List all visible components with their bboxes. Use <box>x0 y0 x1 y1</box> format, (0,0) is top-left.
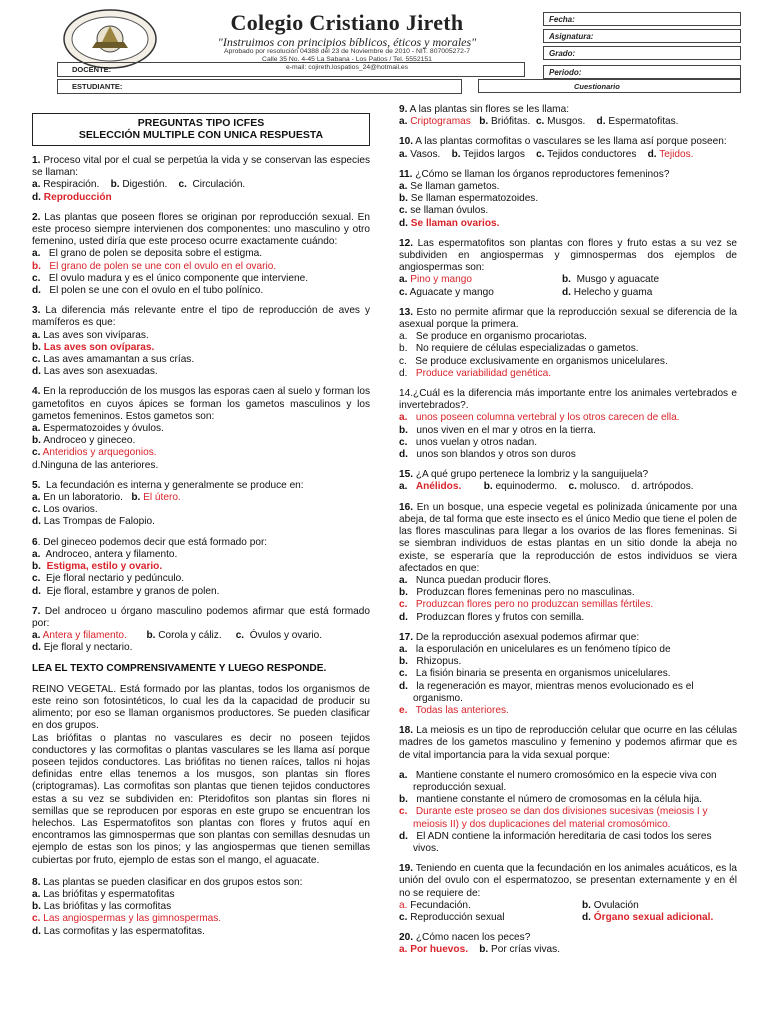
question-text: Teniendo en cuenta que la fecundación en los animales acuáticos, es la unión del ovulo con el espermatozoo, se presentan externamente y en él no se requiere de: <box>399 863 737 899</box>
option-b[interactable]: Estigma, estilo y ovario. <box>46 561 163 573</box>
exam-title <box>32 113 370 146</box>
option-d[interactable]: Órgano sexual adicional. <box>593 911 714 923</box>
school-logo <box>62 8 158 70</box>
question-text: Del androceo u órgano masculino podemos afirmar que está formado por: <box>32 605 370 629</box>
option-b[interactable]: unos viven en el mar y otros en la tierra. <box>416 424 596 436</box>
question-5: 5. La fecundación es interna y generalmente se produce en: a. En un laboratorio. b. El útero. c. Los ovarios. d. Las Trompas de Falopio. <box>32 479 304 528</box>
option-a[interactable]: Espermatozoides y óvulos. <box>43 423 164 435</box>
left-column <box>32 104 370 946</box>
option-d[interactable]: artrópodos. <box>642 481 694 493</box>
option-b[interactable]: Digestión. <box>122 179 168 191</box>
question-4: 4. En la reproducción de los musgos las esporas caen al suelo y forman los gametofitos en cuyos ápices se forman los gametos masculinos y los gametos femeninos. Estos gametos son: a. Espermatozoides y óvulos. b. Androceo y gineceo. c. Anteridios y arquegonios. d.Ninguna de las anteriores. <box>32 386 370 471</box>
reading-text <box>32 684 370 867</box>
question-text: La fecundación es interna y generalmente se produce en: <box>46 479 304 491</box>
option-c[interactable]: Durante este proseo se dan dos divisiones sucesivas (meiosis I y meiosis II) y dos duplicaciones del material cromosómico. <box>413 806 708 830</box>
option-d[interactable]: d.Ninguna de las anteriores. <box>32 459 159 471</box>
option-c[interactable]: Óvulos y ovario. <box>249 630 323 642</box>
question-text: La meiosis es un tipo de reproducción celular que ocurre en las células madres de los gametos masculino y femenino y podemos afirmar que es de vital importancia para la vida sexual porque: <box>399 725 738 761</box>
option-c[interactable]: Circulación. <box>192 179 246 191</box>
option-b[interactable]: mantiene constante el número de cromosomas en la célula hija. <box>416 794 702 806</box>
option-a[interactable]: la esporulación en unicelulares es un fenómeno típico de <box>415 643 671 655</box>
option-b[interactable]: Produzcan flores femeninas pero no masculinas. <box>416 587 635 599</box>
question-text: Las espermatofitos son plantas con flores y fruto estas a su vez se subdividen en angiospermas y gimnospermas dos ejemplos de angiospermas son: <box>399 237 737 274</box>
option-d[interactable]: Produce variabilidad genética. <box>415 367 552 379</box>
question-14: 14.¿Cuál es la diferencia más importante entre los animales vertebrados e invertebrados?. a. unos poseen columna vertebral y los otros carecen de ella. b. unos viven en el mar y otros en la tierra. c. unos vuelan y otros nadan. d. unos son blandos y otros son duros <box>399 388 737 461</box>
reading-paragraph: Las briófitas o plantas no vasculares es decir no poseen tejidos conductores y las cormofitas o plantas vasculares se les llama así porque poseen tejidos conductores. Las briófitas no tienen raíces, tallos ni hojas definidas entre ellas tenemos a los musgos, son plantas sin flores (criptogramas). Las cormofitas son plantas que tienen tejidos conductores estas a su vez se subdividen en: Pteridofitos son plantas sin flores ni semillas que se reproducen por esporas en este grupo se encuentran los helechos. Las Espermatofitos son plantas con flores y frutos aquí en encontramos las gimnospermas que son plantas con semillas desnudas un ejemplo de estas son los pinos; y las angiospermas que tienen semillas cubiertas por fruto, ejemplo de estas son el mango, el aguacate. <box>32 732 370 866</box>
option-b[interactable]: Briófitas. <box>491 116 531 128</box>
option-a[interactable]: Se llaman gametos. <box>410 181 500 193</box>
question-7: 7. Del androceo u órgano masculino podemos afirmar que está formado por: a. Antera y filamento. b. Corola y cáliz. c. Óvulos y ovario. d. Eje floral y nectario. <box>32 605 370 654</box>
right-column <box>399 104 737 965</box>
option-a[interactable]: Nunca puedan producir flores. <box>415 574 552 586</box>
option-a[interactable]: unos poseen columna vertebral y los otros carecen de ella. <box>415 412 680 424</box>
option-b[interactable]: No requiere de células especializadas o gametos. <box>415 343 639 355</box>
question-text: ¿Cómo nacen los peces? <box>415 932 531 944</box>
option-d[interactable]: El polen se une con el ovulo en el tubo polínico. <box>49 285 264 297</box>
option-c[interactable]: unos vuelan y otros nadan. <box>415 436 538 448</box>
option-e[interactable]: Todas las anteriores. <box>415 704 509 716</box>
option-d[interactable]: Las aves son asexuadas. <box>43 366 158 378</box>
option-a[interactable]: Las briófitas y espermatofitas <box>43 888 175 900</box>
option-c[interactable]: Se produce exclusivamente en organismos unicelulares. <box>415 355 668 367</box>
question-text: De la reproducción asexual podemos afirmar que: <box>415 631 640 643</box>
question-16: 16. En un bosque, una especie vegetal es polinizada únicamente por una abeja, de tal forma que este insecto es el único Medio que tiene el polen de las flores masculinas para llegar a los ovarios de las flores femeninas. Si se siembran individuos de estas plantas en un sitio donde la abeja no existe, se esperaría que la reproducción de estos individuos se viera afectados en que: a. Nunca puedan producir flores. b. Produzcan flores femeninas pero no masculinas. c. Produzcan flores pero no produzcan semillas fértiles. d. Produzcan flores y frutos con semilla. <box>399 501 737 623</box>
estudiante-field[interactable]: ESTUDIANTE: <box>57 79 462 94</box>
address-line: e-mail: cojireth.lospatios_24@hotmail.es <box>285 63 409 71</box>
question-9: 9. A las plantas sin flores se les llama: a. Criptogramas b. Briófitas. c. Musgos. d. Espermatofitas. <box>399 104 679 128</box>
question-8: 8. Las plantas se pueden clasificar en dos grupos estos son: a. Las briófitas y espermatofitas b. Las briófitas y las cormofitas c. Las angiospermas y las gimnospermas. d. Las cormofitas y las espermatofitas. <box>32 876 303 937</box>
option-c[interactable]: Anteridios y arquegonios. <box>42 447 157 459</box>
option-b[interactable]: Tejidos largos <box>463 148 525 160</box>
question-1: 1. Proceso vital por el cual se perpetúa la vida y se conservan las especies se llaman: a. Respiración. b. Digestión. c. Circulación. d. Reproducción <box>32 155 370 203</box>
question-text: A las plantas sin flores se les llama: <box>409 104 570 115</box>
option-a[interactable]: Anélidos. <box>415 481 462 493</box>
question-text: En la reproducción de los musgos las esporas caen al suelo y forman los gametofitos en cuyos ápices se forman los gametos masculinos y los gametos femeninos. Estos gametos son: <box>32 386 370 422</box>
option-a[interactable]: El grano de polen se deposita sobre el estigma. <box>48 248 263 260</box>
option-c[interactable]: Produzcan flores pero no produzcan semillas fértiles. <box>415 599 654 611</box>
periodo-field[interactable]: Periodo: <box>543 65 741 79</box>
school-motto: "Instruimos con principios bíblicos, éticos y morales" <box>217 35 477 49</box>
option-b[interactable]: Rhizopus. <box>416 656 462 668</box>
reading-heading: LEA EL TEXTO COMPRENSIVAMENTE Y LUEGO RESPONDE. <box>32 662 327 674</box>
option-a[interactable]: Pino y mango <box>410 274 472 286</box>
fecha-field[interactable]: Fecha: <box>543 12 741 26</box>
option-b[interactable]: El útero. <box>143 492 181 504</box>
option-b[interactable]: Las briófitas y las cormofitas <box>43 901 172 913</box>
option-d[interactable]: Reproducción <box>43 191 112 203</box>
option-d[interactable]: la regeneración es mayor, mientras menos evolucionado es el organismo. <box>413 680 694 704</box>
option-c[interactable]: Musgos. <box>547 116 586 128</box>
option-c[interactable]: Aguacate y mango <box>409 286 494 298</box>
option-c[interactable]: molusco. <box>579 481 621 493</box>
cuestionario-label: Cuestionario <box>478 79 741 93</box>
option-b[interactable]: Androceo y gineceo. <box>43 435 136 447</box>
option-d[interactable]: Eje floral, estambre y granos de polen. <box>46 585 220 597</box>
option-b[interactable]: Por crías vivas. <box>491 944 561 956</box>
address-line: Aprobado por resolución 04388 del 23 de Noviembre de 2010 - NIT. 807005272-7 <box>224 48 470 55</box>
grado-field[interactable]: Grado: <box>543 46 741 60</box>
question-text: ¿A qué grupo pertenece la lombriz y la sanguijuela? <box>415 469 649 481</box>
option-b[interactable]: Las aves son ovíparas. <box>43 341 155 353</box>
question-text: Las plantas que poseen flores se originan por reproducción sexual. En este proceso siempre intervienen dos componentes: uno masculino y otro femenino, usted diría que este proceso ocurre exactamente cuándo: <box>32 211 370 248</box>
question-text: A las plantas cormofitas o vasculares se les llama así porque poseen: <box>415 136 727 148</box>
option-c[interactable]: Los ovarios. <box>43 504 98 516</box>
question-15: 15. ¿A qué grupo pertenece la lombriz y la sanguijuela? a. Anélidos. b. equinodermo. c. molusco. d. artrópodos. <box>399 469 694 493</box>
asignatura-field[interactable]: Asignatura: <box>543 29 741 43</box>
question-17: 17. De la reproducción asexual podemos afirmar que: a. la esporulación en unicelulares es un fenómeno típico de b. Rhizopus. c. La fisión binaria se presenta en organismos unicelulares. d. la regeneración es mayor, mientras menos evolucionado es el organismo. e. Todas las anteriores. <box>399 631 694 716</box>
address-line: Calle 35 No. 4-45 La Sabana - Los Patios / Tel. 5552151 <box>262 55 432 63</box>
option-b[interactable]: Corola y cáliz. <box>158 630 222 642</box>
option-c[interactable]: El ovulo madura y es el único componente que interviene. <box>48 272 309 284</box>
question-11: 11. ¿Cómo se llaman los órganos reproductores femeninos? a. Se llaman gametos. b. Se llaman espermatozoides. c. se llaman óvulos. d. Se llaman ovarios. <box>399 168 670 229</box>
option-a[interactable]: En un laboratorio. <box>43 492 123 504</box>
question-13: 13. Esto no permite afirmar que la reproducción sexual se diferencia de la asexual porque la primera. a. Se produce en organismo procariotas. b. No requiere de células especializadas o gametos. c. Se produce exclusivamente en organismos unicelulares. d. Produce variabilidad genética. <box>399 306 737 379</box>
option-a[interactable]: Se produce en organismo procariotas. <box>415 331 587 343</box>
question-text: La diferencia más relevante entre el tipo de reproducción de aves y mamíferos es que: <box>32 305 371 329</box>
option-c[interactable]: Eje floral nectario y pedúnculo. <box>46 573 185 585</box>
option-c[interactable]: Reproducción sexual <box>410 911 505 923</box>
question-20: 20. ¿Cómo nacen los peces? a. Por huevos. b. Por crías vivas. <box>399 932 561 956</box>
title-line: PREGUNTAS TIPO ICFES <box>137 117 265 129</box>
option-a[interactable]: Mantiene constante el numero cromosómico en la especie viva con reproducción sexual. <box>413 769 717 793</box>
question-text: ¿Cómo se llaman los órganos reproductores femeninos? <box>415 168 670 180</box>
school-name: Colegio Cristiano Jireth <box>230 10 464 35</box>
option-d[interactable]: Espermatofitas. <box>608 116 679 128</box>
option-d[interactable]: Produzcan flores y frutos con semilla. <box>416 611 585 623</box>
option-c[interactable]: Tejidos conductores <box>547 148 637 160</box>
option-c[interactable]: La fisión binaria se presenta en organismos unicelulares. <box>415 668 671 680</box>
option-b[interactable]: El grano de polen se une con el ovulo en el ovario. <box>49 260 277 272</box>
question-2: 2. Las plantas que poseen flores se originan por reproducción sexual. En este proceso siempre intervienen dos componentes: uno masculino y otro femenino, usted diría que este proceso ocurre exactamente cuándo: a. El grano de polen se deposita sobre el estigma. b. El grano de polen se une con el ovulo en el ovario. c. El ovulo madura y es el único componente que interviene. d. El polen se une con el ovulo en el tubo polínico. <box>32 211 370 297</box>
option-a[interactable]: Respiración. <box>43 179 100 191</box>
question-18: 18. La meiosis es un tipo de reproducción celular que ocurre en las células madres de los gametos masculino y femenino y podemos afirmar que es de vital importancia para la vida sexual porque: a. Mantiene constante el numero cromosómico en la especie viva con reproducción sexual. b. mantiene constante el número de cromosomas en la célula hija. c. Durante este proseo se dan dos divisiones sucesivas (meiosis I y meiosis II) y dos duplicaciones del material cromosómico. d. El ADN contiene la información hereditaria de casi todos los seres vivos. <box>399 725 738 854</box>
question-text: ¿Cuál es la diferencia más importante entre los animales vertebrados e invertebrados?. <box>399 388 737 412</box>
option-d[interactable]: Tejidos. <box>659 148 694 160</box>
question-text: Esto no permite afirmar que la reproducción sexual se diferencia de la asexual porque la primera. <box>399 306 737 331</box>
option-a[interactable]: Las aves son vivíparas. <box>43 329 149 341</box>
option-c[interactable]: Las angiospermas y las gimnospermas. <box>43 913 222 925</box>
option-c[interactable]: se llaman óvulos. <box>410 205 489 217</box>
question-text: . Del gineceo podemos decir que está formado por: <box>37 536 268 548</box>
option-a[interactable]: Antera y filamento. <box>42 630 127 642</box>
option-d[interactable]: El ADN contiene la información hereditaria de casi todos los seres vivos. <box>413 830 712 854</box>
question-6: 6. Del gineceo podemos decir que está formado por: a. Androceo, antera y filamento. b. Estigma, estilo y ovario. c. Eje floral nectario y pedúnculo. d. Eje floral, estambre y granos de polen. <box>32 536 268 597</box>
option-a[interactable]: Por huevos. <box>410 944 469 956</box>
option-b[interactable]: Ovulación <box>593 899 639 911</box>
option-d[interactable]: Helecho y guama <box>573 286 653 298</box>
option-d[interactable]: Se llaman ovarios. <box>410 217 500 229</box>
option-b[interactable]: Musgo y aguacate <box>576 274 660 286</box>
question-12: 12. Las espermatofitos son plantas con flores y fruto estas a su vez se subdividen en angiospermas y gimnospermas dos ejemplos de angiospermas son: a. Pino y mango b. Musgo y aguacate c. Aguacate y mango d. Helecho y guama <box>399 237 737 298</box>
docente-field[interactable]: DOCENTE: <box>57 62 525 77</box>
option-b[interactable]: Se llaman espermatozoides. <box>410 193 539 205</box>
option-d[interactable]: Eje floral y nectario. <box>43 642 133 654</box>
question-19: 19. Teniendo en cuenta que la fecundación en los animales acuáticos, es la unión del ovulo con el espermatozoo, se presentan externamente y en él no se requiere de: a. Fecundación. b. Ovulación c. Reproducción sexual d. Órgano sexual adicional. <box>399 863 737 923</box>
question-10: 10. A las plantas cormofitas o vasculares se les llama así porque poseen: a. Vasos. b. Tejidos largos c. Tejidos conductores d. Tejidos. <box>399 136 727 160</box>
option-d[interactable]: Las cormofitas y las espermatofitas. <box>43 925 205 937</box>
reading-paragraph: REINO VEGETAL. Está formado por las plantas, todos los organismos de este reino son fotosintéticos, lo cual les da la capacidad de producir su alimento; por eso se llaman organismos productores. Se pueden clasificar en dos grupos. <box>32 683 370 732</box>
question-text: Proceso vital por el cual se perpetúa la vida y se conservan las especies se llaman: <box>32 155 370 179</box>
question-text: En un bosque, una especie vegetal es polinizada únicamente por una abeja, de tal forma que este insecto es el único Medio que tiene el polen de las flores masculinas para llegar a los ovarios de las flores femeninas. Si se siembran individuos de estas plantas en un sitio donde la abeja no existe, se esperaría que la reproducción de estos individuos se viera afectados en que: <box>399 501 737 574</box>
option-a[interactable]: Criptogramas <box>410 116 471 128</box>
question-3: 3. La diferencia más relevante entre el tipo de reproducción de aves y mamíferos es que: a. Las aves son vivíparas. b. Las aves son ovíparas. c. Las aves amamantan a sus crías. d. Las aves son asexuadas. <box>32 305 371 378</box>
option-a[interactable]: Fecundación. <box>410 899 471 911</box>
question-text: Las plantas se pueden clasificar en dos grupos estos son: <box>43 876 303 888</box>
option-d[interactable]: Las Trompas de Falopio. <box>43 516 155 528</box>
option-a[interactable]: Androceo, antera y filamento. <box>45 548 178 560</box>
option-a[interactable]: Vasos. <box>410 148 441 160</box>
option-c[interactable]: Las aves amamantan a sus crías. <box>43 354 195 366</box>
option-d[interactable]: unos son blandos y otros son duros <box>416 449 576 461</box>
option-b[interactable]: equinodermo. <box>495 481 558 493</box>
title-line: SELECCIÓN MULTIPLE CON UNICA RESPUESTA <box>78 129 324 141</box>
